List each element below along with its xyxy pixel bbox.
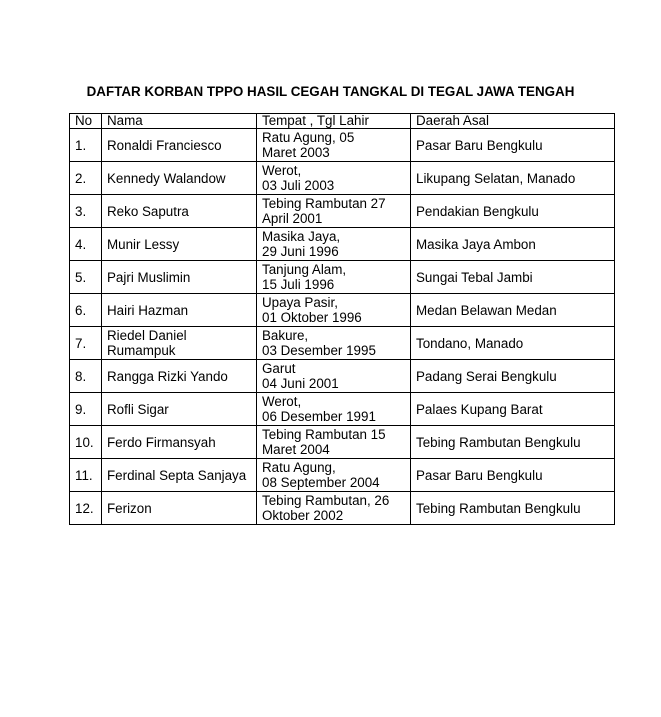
birth-line-1: Ratu Agung, 05: [262, 130, 355, 145]
table-row: [70, 360, 615, 393]
region-of-origin: Pasar Baru Bengkulu: [411, 129, 615, 162]
birth-place-date: [257, 360, 411, 393]
table-row: [70, 327, 615, 360]
table-row: [70, 492, 615, 525]
table-row: [70, 294, 615, 327]
birth-place-date: [257, 261, 411, 294]
birth-place-date: [257, 162, 411, 195]
region-of-origin: Tebing Rambutan Bengkulu: [411, 492, 615, 525]
victim-name: Pajri Muslimin: [102, 261, 257, 294]
row-number: 11.: [70, 459, 102, 492]
birth-line-1: Garut: [262, 361, 296, 376]
birth-line-2: 15 Juli 1996: [262, 277, 335, 292]
birth-line-1: Tanjung Alam,: [262, 262, 347, 277]
birth-line-2: 08 September 2004: [262, 475, 380, 490]
table-row: [70, 162, 615, 195]
region-of-origin: Pendakian Bengkulu: [411, 195, 615, 228]
birth-line-2: 01 Oktober 1996: [262, 310, 362, 325]
header-name: Nama: [102, 114, 257, 129]
victim-name: Kennedy Walandow: [102, 162, 257, 195]
table-row: [70, 426, 615, 459]
victim-name: Rofli Sigar: [102, 393, 257, 426]
table-row: [70, 129, 615, 162]
birth-line-1: Tebing Rambutan 27: [262, 196, 386, 211]
region-of-origin: Palaes Kupang Barat: [411, 393, 615, 426]
victim-name: Ferdo Firmansyah: [102, 426, 257, 459]
birth-place-date: [257, 129, 411, 162]
birth-line-2: 06 Desember 1991: [262, 409, 376, 424]
table-row: [70, 228, 615, 261]
row-number: 10.: [70, 426, 102, 459]
birth-line-1: Tebing Rambutan, 26: [262, 493, 390, 508]
row-number: 1.: [70, 129, 102, 162]
region-of-origin: Sungai Tebal Jambi: [411, 261, 615, 294]
birth-line-1: Bakure,: [262, 328, 309, 343]
row-number: 4.: [70, 228, 102, 261]
birth-place-date: [257, 393, 411, 426]
victim-name: Ferdinal Septa Sanjaya: [102, 459, 257, 492]
document-title: DAFTAR KORBAN TPPO HASIL CEGAH TANGKAL DI TEGAL JAWA TENGAH: [86, 84, 575, 99]
row-number: 2.: [70, 162, 102, 195]
row-number: 8.: [70, 360, 102, 393]
table-row: [70, 261, 615, 294]
region-of-origin: Tebing Rambutan Bengkulu: [411, 426, 615, 459]
birth-line-2: Oktober 2002: [262, 508, 344, 523]
birth-place-date: [257, 459, 411, 492]
region-of-origin: Medan Belawan Medan: [411, 294, 615, 327]
victim-name: Reko Saputra: [102, 195, 257, 228]
birth-line-2: 29 Juni 1996: [262, 244, 339, 259]
table-row: [70, 459, 615, 492]
birth-line-2: 03 Juli 2003: [262, 178, 335, 193]
table-body: [70, 129, 615, 525]
region-of-origin: Masika Jaya Ambon: [411, 228, 615, 261]
birth-line-2: 03 Desember 1995: [262, 343, 376, 358]
row-number: 6.: [70, 294, 102, 327]
row-number: 7.: [70, 327, 102, 360]
table-header-row: [70, 114, 615, 129]
region-of-origin: Likupang Selatan, Manado: [411, 162, 615, 195]
birth-line-2: April 2001: [262, 211, 323, 226]
header-no: No: [70, 114, 102, 129]
victim-name: Ronaldi Franciesco: [102, 129, 257, 162]
victim-name: Munir Lessy: [102, 228, 257, 261]
birth-line-2: Maret 2004: [262, 442, 330, 457]
birth-line-1: Masika Jaya,: [262, 229, 341, 244]
birth-place-date: [257, 327, 411, 360]
birth-place-date: [257, 294, 411, 327]
region-of-origin: Tondano, Manado: [411, 327, 615, 360]
victim-name: Hairi Hazman: [102, 294, 257, 327]
birth-line-1: Ratu Agung,: [262, 460, 336, 475]
birth-line-2: Maret 2003: [262, 145, 330, 160]
header-region: Daerah Asal: [411, 114, 615, 129]
birth-place-date: [257, 426, 411, 459]
region-of-origin: Pasar Baru Bengkulu: [411, 459, 615, 492]
birth-line-1: Upaya Pasir,: [262, 295, 338, 310]
victims-table: [69, 113, 615, 525]
row-number: 12.: [70, 492, 102, 525]
header-birth: Tempat , Tgl Lahir: [257, 114, 411, 129]
victim-name: Ferizon: [102, 492, 257, 525]
birth-line-1: Werot,: [262, 163, 302, 178]
victim-name: Rangga Rizki Yando: [102, 360, 257, 393]
birth-line-1: Tebing Rambutan 15: [262, 427, 386, 442]
birth-line-2: 04 Juni 2001: [262, 376, 339, 391]
row-number: 3.: [70, 195, 102, 228]
birth-line-1: Werot,: [262, 394, 302, 409]
region-of-origin: Padang Serai Bengkulu: [411, 360, 615, 393]
table-row: [70, 195, 615, 228]
victim-name: Riedel Daniel Rumampuk: [102, 327, 257, 360]
birth-place-date: [257, 228, 411, 261]
table-row: [70, 393, 615, 426]
birth-place-date: [257, 195, 411, 228]
birth-place-date: [257, 492, 411, 525]
row-number: 5.: [70, 261, 102, 294]
row-number: 9.: [70, 393, 102, 426]
